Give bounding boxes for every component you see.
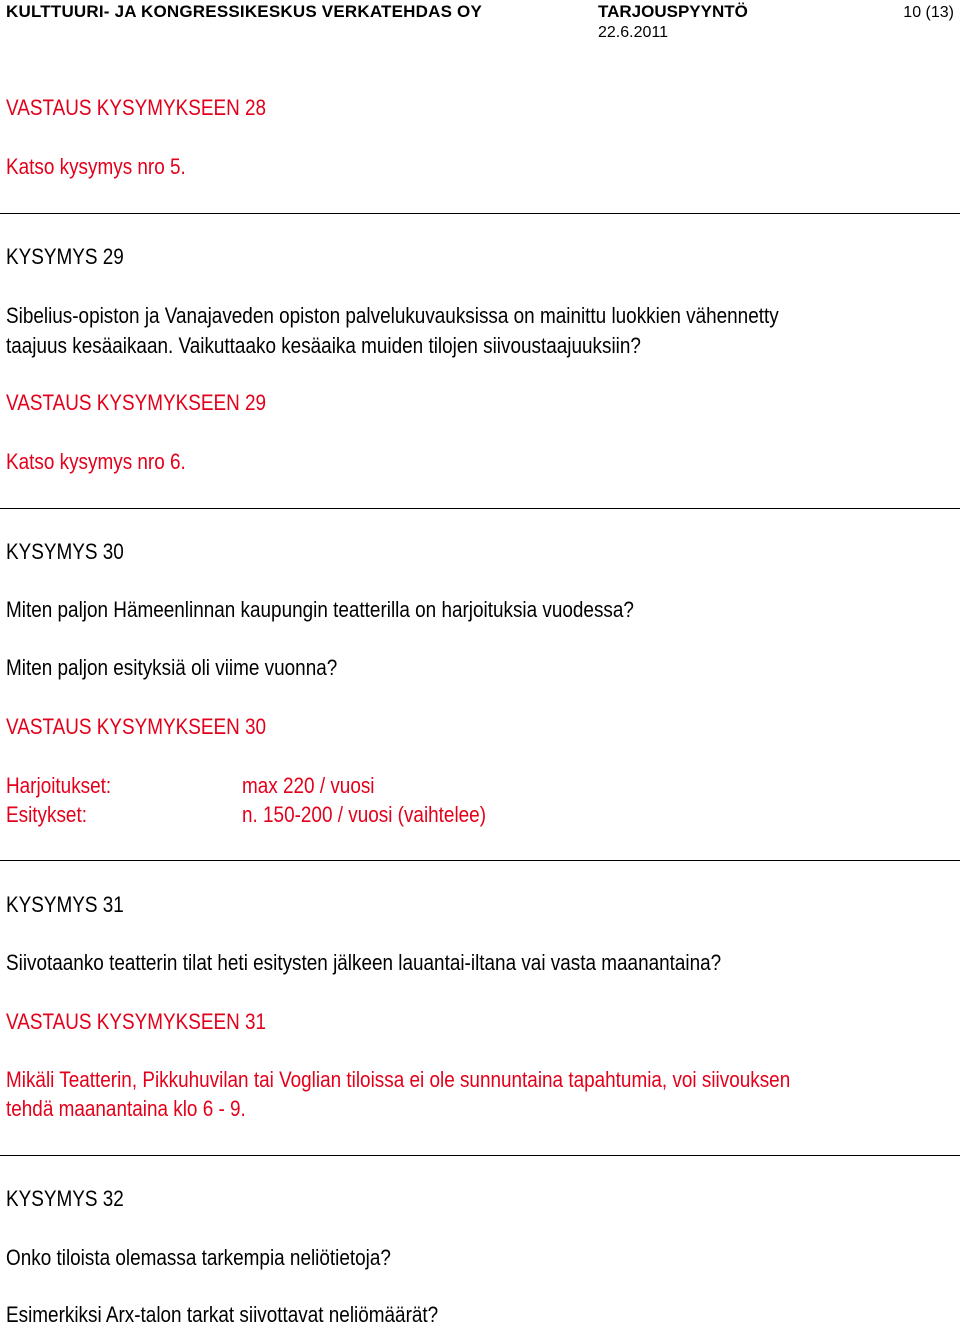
section-divider (0, 860, 960, 861)
question-31-heading: KYSYMYS 31 (6, 892, 124, 917)
question-30-line-2: Miten paljon esityksiä oli viime vuonna? (6, 655, 338, 680)
answer-30-value-1: max 220 / vuosi (242, 773, 375, 798)
answer-30-heading: VASTAUS KYSYMYKSEEN 30 (6, 714, 267, 739)
question-30-line-1: Miten paljon Hämeenlinnan kaupungin teatterilla on harjoituksia vuodessa? (6, 597, 634, 622)
section-divider (0, 1155, 960, 1156)
section-divider (0, 213, 960, 214)
question-32-line-1: Onko tiloista olemassa tarkempia neliötietoja? (6, 1245, 391, 1270)
question-30-heading: KYSYMYS 30 (6, 539, 124, 564)
answer-29-heading: VASTAUS KYSYMYKSEEN 29 (6, 390, 267, 415)
answer-28-heading: VASTAUS KYSYMYKSEEN 28 (6, 95, 267, 120)
answer-29-body: Katso kysymys nro 6. (6, 449, 186, 474)
answer-28-body: Katso kysymys nro 5. (6, 154, 186, 179)
question-29-heading: KYSYMYS 29 (6, 244, 124, 269)
question-29-line-1: Sibelius-opiston ja Vanajaveden opiston palvelukuvauksissa on mainittu luokkien vähennetty (6, 303, 779, 328)
header-page-number: 10 (13) (903, 4, 954, 21)
header-organization: KULTTUURI- JA KONGRESSIKESKUS VERKATEHDAS OY (6, 2, 483, 21)
answer-30-value-2: n. 150-200 / vuosi (vaihtelee) (242, 802, 487, 827)
answer-30-label-1: Harjoitukset: (6, 773, 112, 798)
question-31-line-1: Siivotaanko teatterin tilat heti esitysten jälkeen lauantai-iltana vai vasta maanantaina? (6, 950, 722, 975)
answer-31-line-2: tehdä maanantaina klo 6 - 9. (6, 1096, 246, 1121)
question-32-line-2: Esimerkiksi Arx-talon tarkat siivottavat neliömäärät? (6, 1302, 439, 1327)
header-date: 22.6.2011 (598, 24, 668, 41)
question-32-heading: KYSYMYS 32 (6, 1186, 124, 1211)
answer-31-heading: VASTAUS KYSYMYKSEEN 31 (6, 1009, 267, 1034)
section-divider (0, 508, 960, 509)
header-document-type: TARJOUSPYYNTÖ (598, 2, 748, 21)
answer-31-line-1: Mikäli Teatterin, Pikkuhuvilan tai Voglian tiloissa ei ole sunnuntaina tapahtumia, voi siivouksen (6, 1067, 791, 1092)
answer-30-label-2: Esitykset: (6, 802, 87, 827)
question-29-line-2: taajuus kesäaikaan. Vaikuttaako kesäaika muiden tilojen siivoustaajuuksiin? (6, 333, 641, 358)
